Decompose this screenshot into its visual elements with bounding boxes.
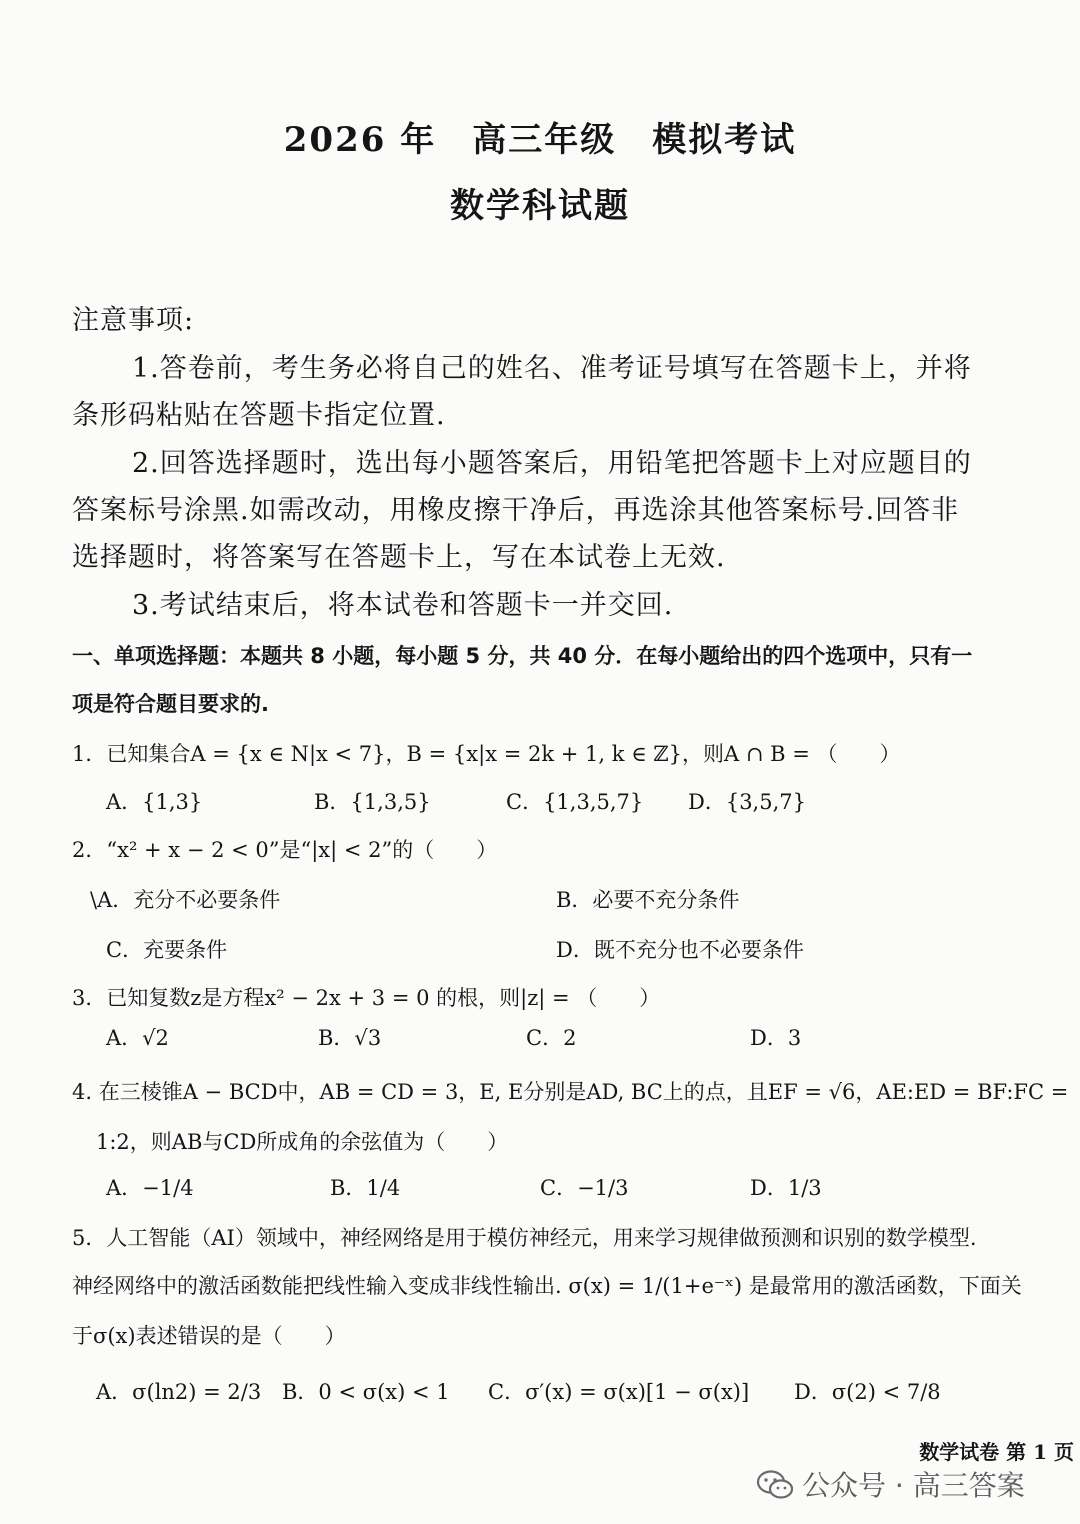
notice-heading: 注意事项: [72, 305, 195, 336]
question-4-stem: 4. 在三棱锥A − BCD中，AB = CD = 3，E, E分别是AD, BC上的点，且EF = √6，AE:ED = BF:FC = [72, 1080, 1069, 1104]
watermark [756, 1464, 1025, 1508]
question-5-stem-cont: 神经网络中的激活函数能把线性输入变成非线性输出. σ(x) = 1/(1+e⁻ˣ) 是最常用的激活函数，下面关 [72, 1274, 1022, 1298]
wechat-icon [756, 1469, 794, 1508]
question-1-option-b: B．{1,3,5} [314, 790, 431, 814]
question-2-option-b: B．必要不充分条件 [556, 888, 740, 912]
question-2-option-d: D．既不充分也不必要条件 [556, 938, 804, 962]
question-2-option-a: \A．充分不必要条件 [90, 888, 281, 912]
section-heading: 一、单项选择题：本题共 8 小题，每小题 5 分，共 40 分．在每小题给出的四个选项中，只有一 [72, 644, 973, 668]
page-footer: 数学试卷 第 1 页 [919, 1440, 1074, 1464]
question-5-option-d: D．σ(2) < 7/8 [794, 1380, 941, 1404]
question-1-stem: 1．已知集合A = {x ∈ N|x < 7}，B = {x|x = 2k + 1, k ∈ ℤ}，则A ∩ B = （ ） [72, 742, 901, 766]
question-3-option-c: C．2 [526, 1026, 577, 1050]
question-4-option-a: A．−1/4 [106, 1176, 194, 1200]
notice-item-1-cont: 条形码粘贴在答题卡指定位置. [72, 400, 446, 431]
watermark-text: 公众号 · 高三答案 [802, 1469, 1025, 1502]
notice-item-2: 2.回答选择题时，选出每小题答案后，用铅笔把答题卡上对应题目的 [132, 448, 972, 479]
question-3-option-d: D．3 [750, 1026, 802, 1050]
question-4-option-d: D．1/3 [750, 1176, 822, 1200]
question-1-option-c: C．{1,3,5,7} [506, 790, 644, 814]
question-5-option-a: A．σ(ln2) = 2/3 [96, 1380, 262, 1404]
section-heading-cont: 项是符合题目要求的. [72, 692, 269, 716]
question-5-stem-cont2: 于σ(x)表述错误的是（ ） [72, 1324, 346, 1348]
notice-item-2-cont: 答案标号涂黑.如需改动，用橡皮擦干净后，再选涂其他答案标号.回答非 [72, 495, 960, 526]
question-2-stem: 2．“x² + x − 2 < 0”是“|x| < 2”的（ ） [72, 838, 498, 862]
question-1-option-d: D．{3,5,7} [688, 790, 806, 814]
question-5-stem: 5．人工智能（AI）领域中，神经网络是用于模仿神经元，用来学习规律做预测和识别的数学模型. [72, 1226, 977, 1250]
question-5-option-c: C．σ′(x) = σ(x)[1 − σ(x)] [488, 1380, 750, 1404]
exam-title: 2026 年 高三年级 模拟考试 [283, 120, 797, 160]
notice-item-2-cont2: 选择题时，将答案写在答题卡上，写在本试卷上无效. [72, 542, 726, 573]
question-3-stem: 3．已知复数z是方程x² − 2x + 3 = 0 的根，则|z| = （ ） [72, 986, 661, 1010]
question-4-option-b: B．1/4 [330, 1176, 401, 1200]
notice-item-1: 1.答卷前，考生务必将自己的姓名、准考证号填写在答题卡上，并将 [132, 353, 972, 384]
notice-item-3: 3.考试结束后，将本试卷和答题卡一并交回. [132, 590, 674, 621]
question-2-option-c: C．充要条件 [106, 938, 228, 962]
question-4-stem-cont: 1:2，则AB与CD所成角的余弦值为（ ） [96, 1130, 509, 1154]
exam-subtitle: 数学科试题 [450, 186, 630, 226]
question-3-option-b: B．√3 [318, 1026, 382, 1050]
question-5-option-b: B．0 < σ(x) < 1 [282, 1380, 450, 1404]
question-4-option-c: C．−1/3 [540, 1176, 629, 1200]
question-1-option-a: A．{1,3} [106, 790, 203, 814]
question-3-option-a: A．√2 [106, 1026, 169, 1050]
